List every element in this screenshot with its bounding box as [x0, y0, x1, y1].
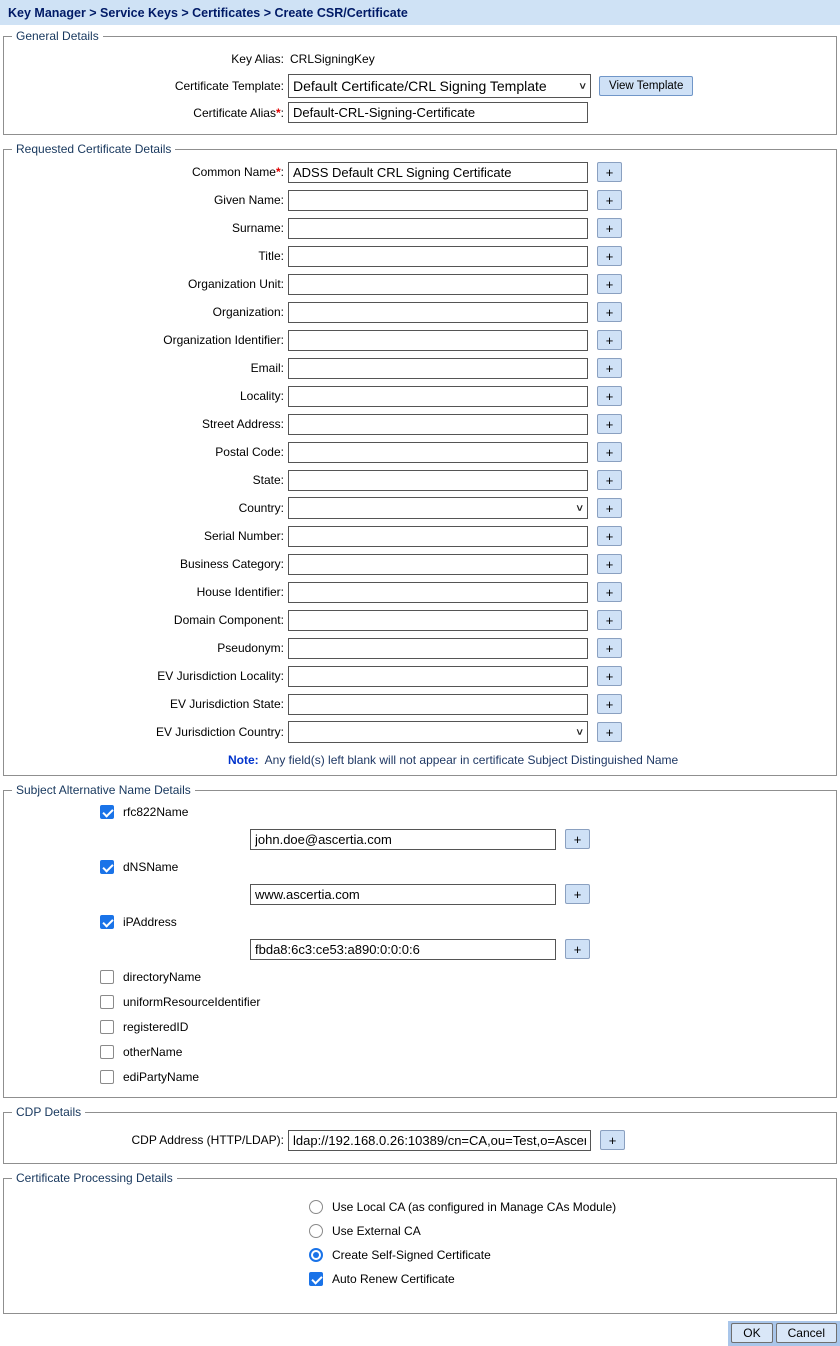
add-ev-jurisdiction-state-button[interactable]: + — [597, 694, 622, 714]
san-item-edipartyname — [100, 1064, 830, 1089]
serial-number-input[interactable] — [288, 526, 588, 547]
common-name-input[interactable] — [288, 162, 588, 183]
title-input[interactable] — [288, 246, 588, 267]
email-input[interactable] — [288, 358, 588, 379]
radio-row-use-external-ca — [309, 1219, 830, 1243]
field-row-state — [10, 466, 830, 494]
dnsname-input[interactable] — [250, 884, 556, 905]
edipartyname-checkbox[interactable] — [100, 1070, 114, 1084]
san-input-row-dnsname — [250, 879, 830, 909]
state-label: State: — [252, 473, 284, 487]
note-row — [228, 753, 830, 767]
field-row-common-name — [10, 158, 830, 186]
street-address-label: Street Address: — [201, 417, 284, 431]
business-category-label: Business Category: — [179, 557, 284, 571]
add-locality-button[interactable]: + — [597, 386, 622, 406]
certificate-template-select[interactable] — [288, 74, 591, 98]
field-row-street-address — [10, 410, 830, 438]
use-local-ca-as-configured-in-manage-cas-module-radio[interactable] — [309, 1200, 323, 1214]
ev-jurisdiction-state-input[interactable] — [288, 694, 588, 715]
san-item-othername — [100, 1039, 830, 1064]
required-marker: * — [275, 165, 281, 179]
othername-checkbox[interactable] — [100, 1045, 114, 1059]
add-given-name-button[interactable]: + — [597, 190, 622, 210]
use-local-ca-as-configured-in-manage-cas-module-label: Use Local CA (as configured in Manage CAs Module) — [332, 1200, 617, 1214]
create-self-signed-certificate-label: Create Self-Signed Certificate — [332, 1248, 491, 1262]
chevron-down-icon: > — [575, 82, 588, 89]
san-items — [10, 799, 830, 1089]
ipaddress-checkbox[interactable] — [100, 915, 114, 929]
radio-row-create-self-signed-certificate — [309, 1243, 830, 1267]
add-organization-identifier-button[interactable]: + — [597, 330, 622, 350]
note-text: Any field(s) left blank will not appear in certificate Subject Distinguished Name — [264, 753, 679, 767]
field-row-email — [10, 354, 830, 382]
add-cdp-address-button[interactable]: + — [600, 1130, 625, 1150]
field-row-organization — [10, 298, 830, 326]
given-name-label: Given Name: — [213, 193, 284, 207]
general-details-legend: General Details — [16, 29, 99, 43]
add-surname-button[interactable]: + — [597, 218, 622, 238]
ev-jurisdiction-state-label: EV Jurisdiction State: — [169, 697, 284, 711]
domain-component-input[interactable] — [288, 610, 588, 631]
certificate-processing-details-legend: Certificate Processing Details — [16, 1171, 173, 1185]
ev-jurisdiction-locality-input[interactable] — [288, 666, 588, 687]
organization-identifier-label: Organization Identifier: — [163, 333, 284, 347]
field-row-ev-jurisdiction-locality — [10, 662, 830, 690]
subject-alternative-name-section — [3, 783, 837, 1098]
rfc822name-checkbox[interactable] — [100, 805, 114, 819]
cdp-details-section — [3, 1105, 837, 1164]
create-self-signed-certificate-radio[interactable] — [309, 1248, 323, 1262]
field-row-postal-code — [10, 438, 830, 466]
cdp-address-input[interactable] — [288, 1130, 591, 1151]
field-row-serial-number — [10, 522, 830, 550]
field-row-ev-jurisdiction-country — [10, 718, 830, 746]
field-row-country — [10, 494, 830, 522]
field-row-ev-jurisdiction-state — [10, 690, 830, 718]
field-row-organization-identifier — [10, 326, 830, 354]
requested-fields — [10, 158, 830, 746]
dnsname-checkbox[interactable] — [100, 860, 114, 874]
add-pseudonym-button[interactable]: + — [597, 638, 622, 658]
registeredid-label: registeredID — [123, 1019, 189, 1034]
san-item-uniformresourceidentifier — [100, 989, 830, 1014]
pseudonym-label: Pseudonym: — [217, 641, 284, 655]
organization-identifier-input[interactable] — [288, 330, 588, 351]
country-select[interactable] — [288, 497, 588, 519]
auto-renew-row — [309, 1267, 830, 1291]
rfc822name-label: rfc822Name — [123, 804, 189, 819]
add-dnsname-button[interactable]: + — [565, 884, 590, 904]
certificate-template-row — [10, 72, 830, 99]
ca-radio-group — [10, 1195, 830, 1267]
field-row-title — [10, 242, 830, 270]
certificate-processing-details-section — [3, 1171, 837, 1314]
business-category-input[interactable] — [288, 554, 588, 575]
add-common-name-button[interactable]: + — [597, 162, 622, 182]
ev-jurisdiction-country-label: EV Jurisdiction Country: — [155, 725, 284, 739]
requested-certificate-details-legend: Requested Certificate Details — [16, 142, 172, 156]
required-marker: * — [275, 105, 281, 120]
requested-certificate-details-section — [3, 142, 837, 776]
given-name-input[interactable] — [288, 190, 588, 211]
certificate-alias-row — [10, 99, 830, 126]
pseudonym-input[interactable] — [288, 638, 588, 659]
add-ipaddress-button[interactable]: + — [565, 939, 590, 959]
san-input-row-rfc822name — [250, 824, 830, 854]
add-street-address-button[interactable]: + — [597, 414, 622, 434]
footer-bar — [0, 1321, 840, 1346]
surname-label: Surname: — [231, 221, 284, 235]
dnsname-label: dNSName — [123, 859, 179, 874]
registeredid-checkbox[interactable] — [100, 1020, 114, 1034]
field-row-given-name — [10, 186, 830, 214]
auto-renew-checkbox[interactable] — [309, 1272, 323, 1286]
add-country-button[interactable]: + — [597, 498, 622, 518]
edipartyname-label: ediPartyName — [123, 1069, 200, 1084]
cdp-address-row — [10, 1125, 830, 1155]
directoryname-checkbox[interactable] — [100, 970, 114, 984]
add-organization-unit-button[interactable]: + — [597, 274, 622, 294]
surname-input[interactable] — [288, 218, 588, 239]
key-alias-value: CRLSigningKey — [290, 51, 375, 66]
ev-jurisdiction-country-select[interactable] — [288, 721, 588, 743]
house-identifier-input[interactable] — [288, 582, 588, 603]
organization-unit-label: Organization Unit: — [187, 277, 284, 291]
email-label: Email: — [250, 361, 284, 375]
locality-label: Locality: — [239, 389, 284, 403]
cdp-details-legend: CDP Details — [16, 1105, 82, 1119]
certificate-alias-input[interactable] — [288, 102, 588, 123]
add-business-category-button[interactable]: + — [597, 554, 622, 574]
cancel-button[interactable]: Cancel — [776, 1323, 837, 1343]
add-house-identifier-button[interactable]: + — [597, 582, 622, 602]
add-postal-code-button[interactable]: + — [597, 442, 622, 462]
organization-label: Organization: — [212, 305, 284, 319]
san-item-ipaddress — [100, 909, 830, 934]
view-template-button[interactable]: View Template — [599, 76, 693, 96]
directoryname-label: directoryName — [123, 969, 202, 984]
street-address-input[interactable] — [288, 414, 588, 435]
add-state-button[interactable]: + — [597, 470, 622, 490]
locality-input[interactable] — [288, 386, 588, 407]
field-row-locality — [10, 382, 830, 410]
add-ev-jurisdiction-country-button[interactable]: + — [597, 722, 622, 742]
chevron-down-icon: > — [572, 504, 585, 512]
postal-code-label: Postal Code: — [215, 445, 284, 459]
use-external-ca-label: Use External CA — [332, 1224, 421, 1238]
rfc822name-input[interactable] — [250, 829, 556, 850]
ipaddress-input[interactable] — [250, 939, 556, 960]
subject-alternative-name-legend: Subject Alternative Name Details — [16, 783, 191, 797]
add-title-button[interactable]: + — [597, 246, 622, 266]
state-input[interactable] — [288, 470, 588, 491]
use-external-ca-radio[interactable] — [309, 1224, 323, 1238]
field-row-business-category — [10, 550, 830, 578]
add-rfc822name-button[interactable]: + — [565, 829, 590, 849]
auto-renew-label: Auto Renew Certificate — [332, 1272, 455, 1286]
san-item-dnsname — [100, 854, 830, 879]
field-row-domain-component — [10, 606, 830, 634]
certificate-template-label: Certificate Template: — [174, 78, 284, 93]
key-alias-label: Key Alias: — [231, 51, 284, 66]
add-serial-number-button[interactable]: + — [597, 526, 622, 546]
ok-button[interactable]: OK — [731, 1323, 772, 1343]
country-label: Country: — [238, 501, 284, 515]
uniformresourceidentifier-label: uniformResourceIdentifier — [123, 994, 261, 1009]
add-email-button[interactable]: + — [597, 358, 622, 378]
chevron-down-icon: > — [572, 728, 585, 736]
san-item-directoryname — [100, 964, 830, 989]
san-item-rfc822name — [100, 799, 830, 824]
othername-label: otherName — [123, 1044, 183, 1059]
organization-unit-input[interactable] — [288, 274, 588, 295]
postal-code-input[interactable] — [288, 442, 588, 463]
common-name-label: Common Name*: — [191, 165, 284, 179]
add-organization-button[interactable]: + — [597, 302, 622, 322]
san-item-registeredid — [100, 1014, 830, 1039]
footer-button-strip — [728, 1321, 840, 1346]
field-row-organization-unit — [10, 270, 830, 298]
certificate-template-value: Default Certificate/CRL Signing Template — [293, 77, 547, 94]
field-row-surname — [10, 214, 830, 242]
san-input-row-ipaddress — [250, 934, 830, 964]
note-label: Note: — [228, 753, 259, 767]
field-row-house-identifier — [10, 578, 830, 606]
domain-component-label: Domain Component: — [173, 613, 284, 627]
add-domain-component-button[interactable]: + — [597, 610, 622, 630]
house-identifier-label: House Identifier: — [196, 585, 284, 599]
ev-jurisdiction-locality-label: EV Jurisdiction Locality: — [157, 669, 284, 683]
certificate-alias-label: Certificate Alias*: — [193, 105, 284, 120]
uniformresourceidentifier-checkbox[interactable] — [100, 995, 114, 1009]
radio-row-use-local-ca-as-configured-in-manage-cas-module — [309, 1195, 830, 1219]
serial-number-label: Serial Number: — [203, 529, 284, 543]
general-details-section — [3, 29, 837, 135]
cdp-address-label: CDP Address (HTTP/LDAP): — [131, 1133, 284, 1147]
organization-input[interactable] — [288, 302, 588, 323]
ipaddress-label: iPAddress — [123, 914, 177, 929]
breadcrumb: Key Manager > Service Keys > Certificates > Create CSR/Certificate — [0, 0, 840, 25]
add-ev-jurisdiction-locality-button[interactable]: + — [597, 666, 622, 686]
key-alias-row — [10, 45, 830, 72]
title-label: Title: — [258, 249, 284, 263]
field-row-pseudonym — [10, 634, 830, 662]
